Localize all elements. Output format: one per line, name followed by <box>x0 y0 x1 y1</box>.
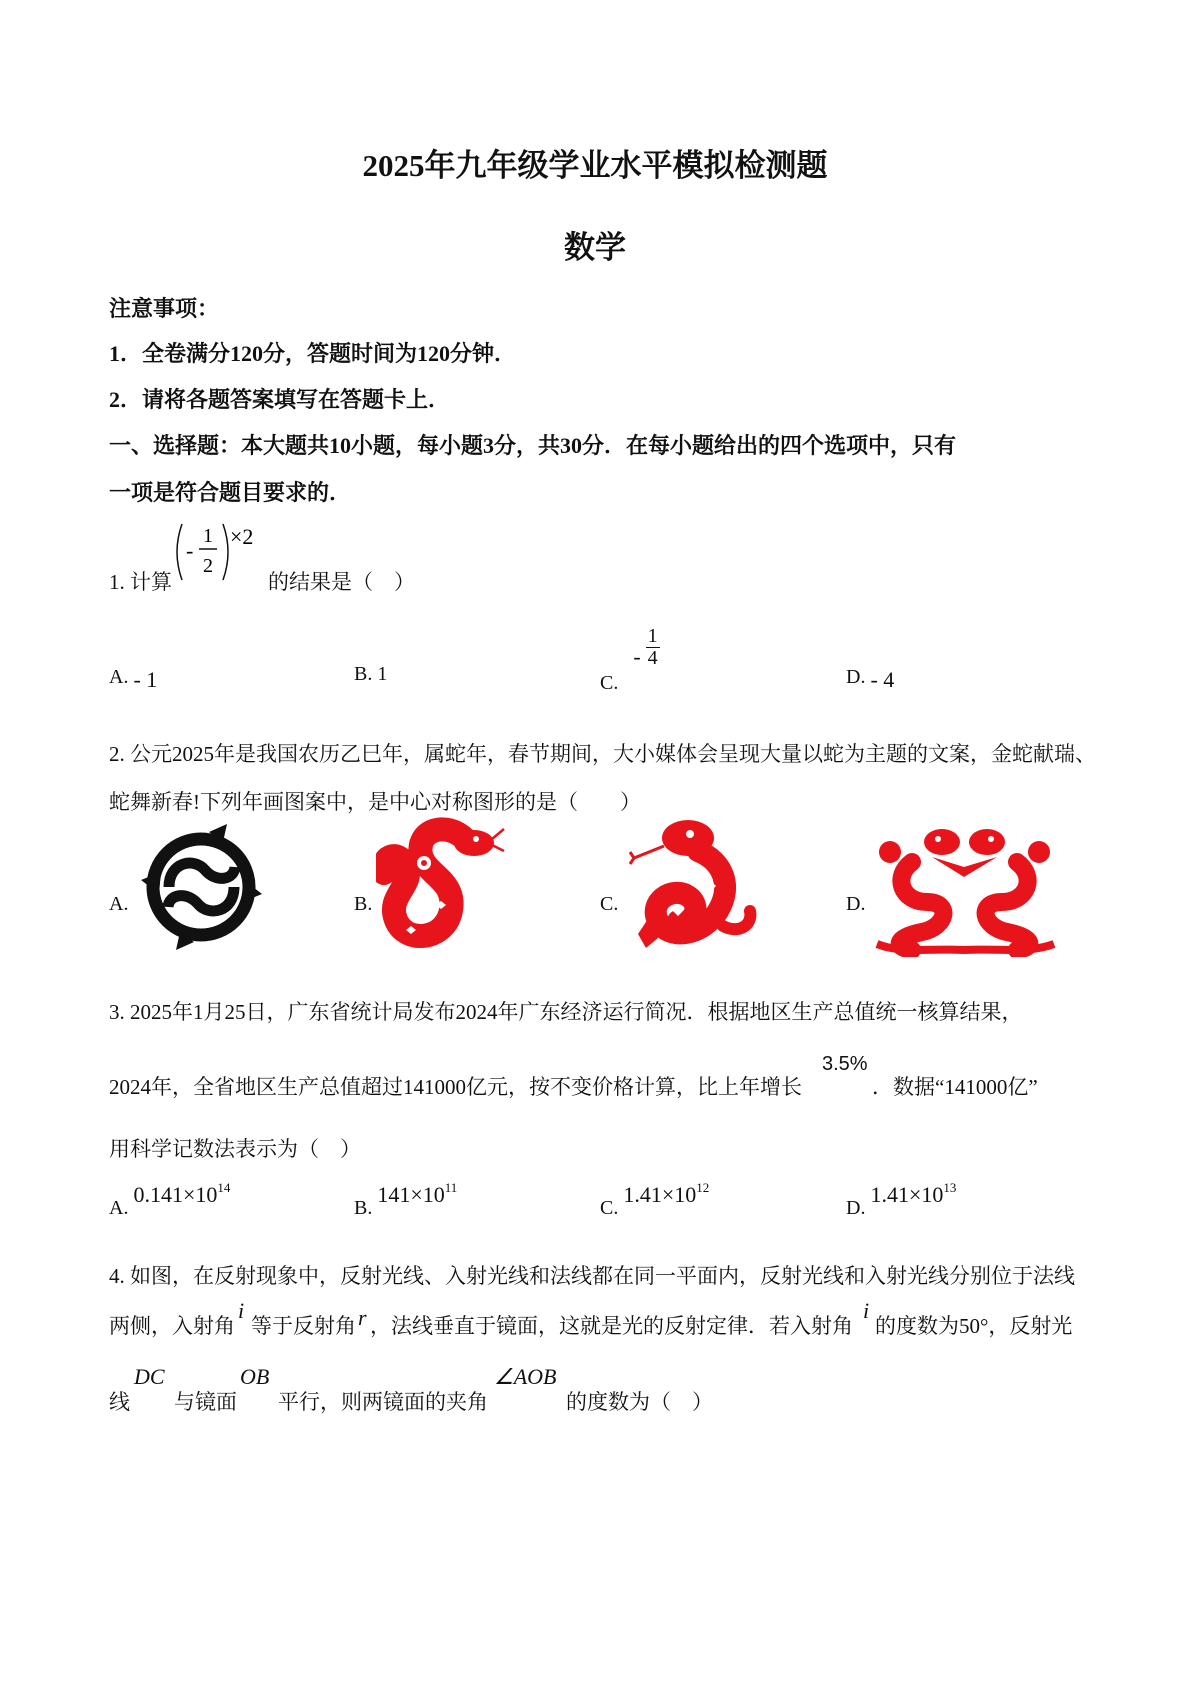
q1-option-c[interactable] <box>600 625 660 695</box>
note-item-2: 2．请将各题答案填写在答题卡上． <box>109 387 451 412</box>
q1-option-b-label: B. <box>354 663 373 685</box>
q4-line2-a: 两侧，入射角 <box>109 1314 235 1338</box>
q2-option-c-label[interactable]: C. <box>600 893 619 915</box>
q3-option-b-base: 141×10 <box>377 1182 445 1207</box>
q1-prefix: 1. 计算 <box>109 570 172 594</box>
q2-option-c-snake-image[interactable] <box>628 816 758 956</box>
q1-option-a-value: - 1 <box>133 667 158 692</box>
q1-suffix: 的结果是（ ） <box>268 570 415 594</box>
q3-option-d[interactable] <box>846 1180 957 1219</box>
q2-option-a-label[interactable]: A. <box>109 893 129 915</box>
q1-expr-sign: - <box>186 538 194 563</box>
q3-line3: 用科学记数法表示为（ ） <box>109 1137 361 1161</box>
q1-option-c-den: 4 <box>647 647 658 669</box>
q2-option-a-snake-image[interactable] <box>139 822 264 952</box>
q1-option-b-value: 1 <box>377 663 388 685</box>
q3-option-b[interactable] <box>354 1180 458 1219</box>
red-snake-c-icon <box>628 816 758 956</box>
q3-option-a-base: 0.141×10 <box>133 1182 218 1207</box>
q1-option-c-num: 1 <box>647 625 658 647</box>
q1-option-d-value: - 4 <box>870 667 895 692</box>
q1-option-a-label: A. <box>109 666 129 688</box>
notes-heading: 注意事项： <box>109 296 220 321</box>
q4-line1: 4. 如图，在反射现象中，反射光线、入射光线和法线都在同一平面内，反射光线和入射光线分别位于法线 <box>109 1264 1075 1288</box>
q3-option-d-base: 1.41×10 <box>870 1182 944 1207</box>
q2-option-d-label[interactable]: D. <box>846 893 866 915</box>
q3-option-a[interactable] <box>109 1180 231 1219</box>
q1-option-d[interactable] <box>846 663 895 692</box>
q3-line2-a: 2024年，全省地区生产总值超过141000亿元，按不变价格计算，比上年增长 <box>109 1075 802 1099</box>
note-item-1: 1．全卷满分120分，答题时间为120分钟． <box>109 341 517 366</box>
red-twin-snakes-icon <box>872 822 1057 957</box>
q4-var-i-2: i <box>863 1298 870 1323</box>
q1-option-a[interactable] <box>109 663 158 692</box>
q1-option-d-label: D. <box>846 666 866 688</box>
q2-option-d-snake-image[interactable] <box>872 822 1057 957</box>
q3-option-a-exp: 14 <box>217 1180 231 1195</box>
q3-option-a-label: A. <box>109 1197 129 1219</box>
q3-line1: 3. 2025年1月25日，广东省统计局发布2024年广东经济运行简况．根据地区生产总值统一核算结果， <box>109 1000 1023 1024</box>
q1-option-b[interactable] <box>354 663 387 686</box>
q2-line2: 蛇舞新春!下列年画图案中，是中心对称图形的是（ ） <box>109 790 641 814</box>
q3-growth-percent: 3.5% <box>822 1053 868 1075</box>
q4-line2-b: 等于反射角 <box>251 1314 356 1338</box>
q4-line3-a: 线 <box>109 1390 130 1414</box>
q3-option-c-label: C. <box>600 1197 619 1219</box>
q1-option-c-fraction <box>646 626 660 669</box>
q4-line3-b: 与镜面 <box>174 1390 237 1414</box>
subject-title: 数学 <box>564 230 626 265</box>
q3-option-b-label: B. <box>354 1197 373 1219</box>
q4-var-i-1: i <box>238 1298 245 1323</box>
q2-line1: 2. 公元2025年是我国农历乙巳年，属蛇年，春节期间，大小媒体会呈现大量以蛇为主题的文案，金蛇献瑞、 <box>109 742 1096 766</box>
q2-option-b-snake-image[interactable] <box>376 815 506 955</box>
q3-option-b-exp: 11 <box>444 1180 458 1195</box>
q3-option-d-exp: 13 <box>943 1180 957 1195</box>
q4-line3-c: 平行，则两镜面的夹角 <box>278 1390 488 1414</box>
q3-option-c[interactable] <box>600 1180 710 1219</box>
q3-option-d-label: D. <box>846 1197 866 1219</box>
q1-expr-times: ×2 <box>230 524 254 549</box>
q4-line2-d: 的度数为50°，反射光 <box>875 1314 1073 1338</box>
q1-option-c-label: C. <box>600 672 619 695</box>
section-heading-line2: 一项是符合题目要求的． <box>109 480 352 505</box>
q2-option-b-label[interactable]: B. <box>354 893 373 915</box>
section-heading-line1: 一、选择题：本大题共10小题，每小题3分，共30分．在每小题给出的四个选项中，只有 <box>109 433 957 458</box>
q1-expr-num: 1 <box>203 525 213 547</box>
q4-segment-dc: DC <box>134 1364 165 1389</box>
q4-var-r: r <box>358 1305 367 1330</box>
q4-segment-ob: OB <box>240 1364 270 1389</box>
q1-option-c-sign: - <box>633 644 641 670</box>
q4-angle-aob: ∠AOB <box>494 1364 557 1389</box>
q3-option-c-base: 1.41×10 <box>623 1182 697 1207</box>
black-snake-icon <box>139 822 264 952</box>
red-snake-b-icon <box>376 815 506 955</box>
exam-title: 2025年九年级学业水平模拟检测题 <box>362 148 828 183</box>
q1-expr-den: 2 <box>203 555 213 577</box>
q3-option-c-exp: 12 <box>696 1180 710 1195</box>
q3-line2-b: ．数据“141000亿” <box>872 1075 1038 1099</box>
q4-line2-c: ，法线垂直于镜面，这就是光的反射定律．若入射角 <box>370 1314 853 1338</box>
q4-line3-d: 的度数为（ ） <box>566 1390 713 1414</box>
